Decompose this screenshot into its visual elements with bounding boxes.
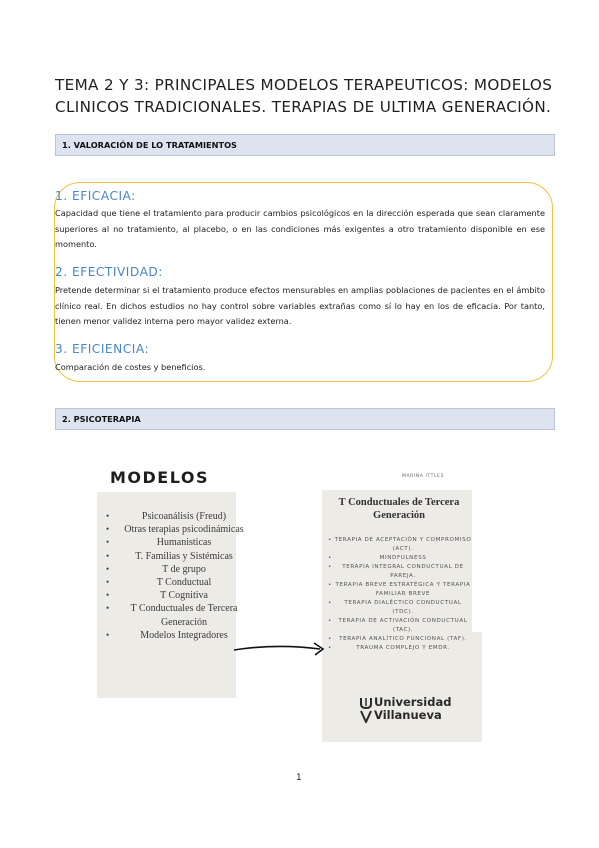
bullet-icon: • <box>106 603 110 614</box>
figure-small-caption: MARINA ITTLES <box>402 474 445 479</box>
eficacia-heading: 1. EFICACIA: <box>55 189 136 203</box>
bullet-icon: • <box>106 537 110 548</box>
models-list-item-label: Psicoanálisis (Freud) <box>141 511 227 522</box>
third-generation-list-item-label: TERAPIA BREVE ESTRATÉGICA Y TERAPIA FAMILIAR BREVE <box>335 582 471 597</box>
villanueva-logo-icon <box>360 697 372 723</box>
bullet-icon: • <box>106 524 110 535</box>
models-list-item-label: Otras terapias psicodinámicas <box>124 524 244 536</box>
bullet-icon: • <box>106 550 110 561</box>
third-generation-list-item-label: TRAUMA COMPLEJO Y EMDR. <box>356 645 450 651</box>
eficiencia-text: Comparación de costes y beneficios. <box>55 362 206 372</box>
models-list-item-label: T Conductuales de Tercera Generación <box>130 603 238 628</box>
models-list <box>100 510 250 642</box>
third-generation-list-item <box>326 644 472 653</box>
title-line-2: CLINICOS TRADICIONALES. TERAPIAS DE ULTIMA GENERACIÓN. <box>55 98 552 116</box>
modelos-title: MODELOS <box>110 468 209 487</box>
models-list-item <box>100 563 250 576</box>
bullet-icon: • <box>106 563 110 574</box>
models-list-item <box>100 536 250 549</box>
third-generation-list-item-label: TERAPIA INTEGRAL CONDUCTUAL DE PAREJA. <box>342 564 464 579</box>
bullet-icon: • <box>106 629 110 640</box>
section-header-psicoterapia: 2. PSICOTERAPIA <box>55 408 555 430</box>
bullet-icon: • <box>328 555 332 561</box>
connector-arrow-icon <box>230 636 330 666</box>
models-list-item <box>100 550 250 563</box>
third-generation-list-item-label: TERAPIA DE ACEPTACIÓN Y COMPROMISO (ACT). <box>334 537 472 552</box>
eficacia-text: Capacidad que tiene el tratamiento para producir cambios psicológicos en la dirección esperada que sean claramente superiores al no tratamiento, al placebo, o en las condiciones más exigentes a otro tratamiento disponible en ese momento. <box>55 208 545 249</box>
third-generation-list-item <box>326 635 472 644</box>
models-list-item-label: T. Familias y Sistémicas <box>135 550 233 562</box>
bullet-icon: • <box>328 582 332 588</box>
third-generation-title: T Conductuales de Tercera Generación <box>338 497 460 521</box>
logo-line-2: Villanueva <box>374 708 442 722</box>
models-list-item <box>100 629 250 642</box>
models-list-item <box>100 589 250 602</box>
third-generation-list-item <box>326 554 472 563</box>
models-list-item-label: Humanisticas <box>156 537 212 549</box>
bullet-icon: • <box>328 645 332 651</box>
bullet-icon: • <box>328 564 332 570</box>
third-generation-list-item <box>326 599 472 617</box>
models-list-item-label: Modelos Integradores <box>140 629 228 641</box>
bullet-icon: • <box>328 636 332 642</box>
logo-text <box>374 696 451 722</box>
bullet-icon: • <box>328 537 332 543</box>
logo-line-1: Universidad <box>374 695 452 709</box>
document-title <box>55 74 555 118</box>
third-generation-list-item-label: TERAPIA DE ACTIVACIÓN CONDUCTUAL (TAC). <box>338 618 468 633</box>
section-header-valoracion: 1. VALORACIÓN DE LO TRATAMIENTOS <box>55 134 555 156</box>
efectividad-text: Pretende determinar si el tratamiento produce efectos mensurables en amplias poblaciones de pacientes en el ámbito clínico real. En dichos estudios no hay control sobre variables extrañas como sí lo hay en los de eficacia. Por tanto, tienen menor validez interna pero mayor validez externa. <box>55 285 545 326</box>
models-list-item-label: T Cognitiva <box>160 590 208 602</box>
bullet-icon: • <box>328 618 332 624</box>
third-generation-list <box>326 536 472 653</box>
models-list-item <box>100 510 250 523</box>
bullet-icon: • <box>328 600 332 606</box>
models-list-item <box>100 523 250 536</box>
bullet-icon: • <box>106 511 110 521</box>
third-generation-list-item-label: TERAPIA ANALÍTICO FUNCIONAL (TAF). <box>339 636 467 642</box>
models-list-item <box>100 602 250 628</box>
models-list-item <box>100 576 250 589</box>
third-generation-list-item <box>326 617 472 635</box>
models-list-item-label: T Conductual <box>156 577 212 589</box>
models-list-item-label: T de grupo <box>162 563 206 575</box>
third-generation-list-item-label: MINDFULNESS <box>379 555 427 561</box>
eficiencia-heading: 3. EFICIENCIA: <box>55 342 150 356</box>
efectividad-heading: 2. EFECTIVIDAD: <box>55 265 163 279</box>
third-generation-list-item <box>326 536 472 554</box>
bullet-icon: • <box>106 590 110 601</box>
page-number: 1 <box>296 773 302 783</box>
bullet-icon: • <box>106 577 110 588</box>
title-line-1: TEMA 2 Y 3: PRINCIPALES MODELOS TERAPEUTICOS: MODELOS <box>55 76 553 94</box>
third-generation-list-item <box>326 563 472 581</box>
third-generation-list-item-label: TERAPIA DIALÉCTICO CONDUCTUAL (TDC). <box>344 600 462 615</box>
third-generation-list-item <box>326 581 472 599</box>
